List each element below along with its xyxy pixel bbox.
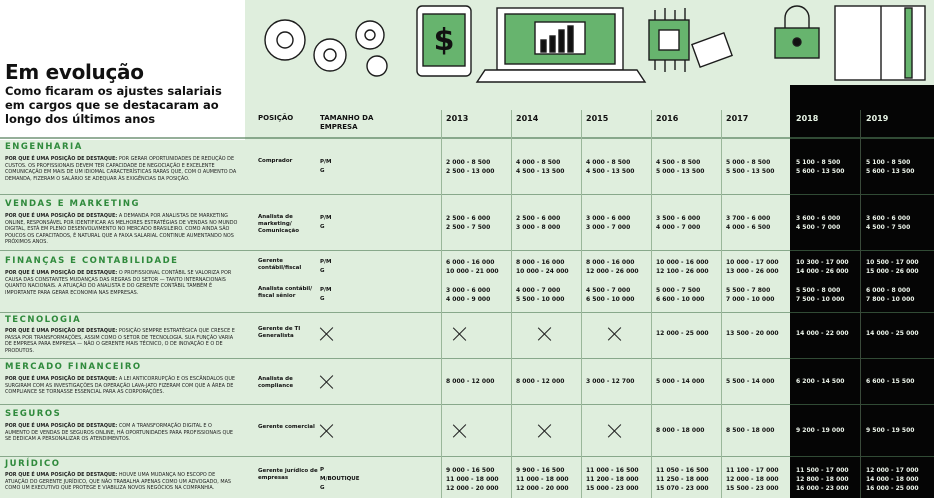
row-divider: [0, 250, 934, 251]
salary-cell: 12 000 - 25 000: [656, 330, 709, 337]
row-position: Gerente de TI Generalista: [258, 326, 301, 339]
row-position: Analista de compliance: [258, 376, 294, 389]
not-applicable-x-icon: [320, 375, 334, 389]
section-title-financas: FINANÇAS E CONTABILIDADE: [5, 256, 179, 266]
header-year-2019: 2019: [866, 114, 889, 123]
not-applicable-x-icon: [453, 424, 467, 438]
header-year-2016: 2016: [656, 114, 679, 123]
salary-cell: 8 000 - 12 000: [446, 378, 495, 385]
salary-cell: 11 050 - 16 500 11 250 - 18 000 15 070 - 23 000: [656, 467, 709, 492]
salary-cell: 5 100 - 8 500 5 600 - 13 500: [866, 159, 915, 175]
page-title: Em evolução: [5, 60, 144, 84]
not-applicable-x-icon: [538, 327, 552, 341]
section-desc-vendas: POR QUE É UMA POSIÇÃO DE DESTAQUE: A DEMANDA POR ANALISTAS DE MARKETING ONLINE, RESPONSÁVEL POR IDENTIFICAR AS MELHORES ESTRATÉGIAS DE VENDAS NO MUNDO DIGITAL, ESTÁ EM PLENO DESENVOLVIMENTO NO MERCADO BRASILEIRO. COMO AINDA SÃO POUCOS OS CAPACITADOS, É NATURAL QUE A FAIXA SALARIAL CONTINUE AUMENTANDO NOS PRÓXIMOS ANOS.: [5, 213, 238, 245]
salary-cell: 10 000 - 16 000 12 100 - 26 000: [656, 259, 709, 275]
salary-cell: 2 500 - 6 000 2 500 - 7 500: [446, 215, 491, 231]
salary-cell: 6 000 - 8 000 7 800 - 10 000: [866, 287, 915, 303]
salary-cell: 5 000 - 14 000: [656, 378, 705, 385]
section-title-mercado: MERCADO FINANCEIRO: [5, 362, 142, 372]
salary-cell: 8 000 - 18 000: [656, 427, 705, 434]
column-divider: [581, 110, 582, 498]
salary-cell: 6 000 - 16 000 10 000 - 21 000: [446, 259, 499, 275]
row-divider: [0, 404, 934, 405]
section-title-tecnologia: TECNOLOGIA: [5, 315, 82, 325]
salary-cell: 8 000 - 16 000 12 000 - 26 000: [586, 259, 639, 275]
section-desc-seguros: POR QUE É UMA POSIÇÃO DE DESTAQUE: COM A TRANSFORMAÇÃO DIGITAL E O AUMENTO DE VENDAS DE SEGUROS ONLINE, HÁ OPORTUNIDADES PARA PROFISSIONAIS QUE SE DEDICAM A PERSONALIZAR OS ATENDIMENTOS.: [5, 423, 234, 442]
laptop-chart-icon: [477, 8, 645, 82]
row-divider: [0, 312, 934, 313]
header-year-2013: 2013: [446, 114, 469, 123]
salary-cell: 6 200 - 14 500: [796, 378, 845, 385]
salary-cell: 14 000 - 25 000: [866, 330, 919, 337]
section-desc-engenharia: POR QUE É UMA POSIÇÃO DE DESTAQUE: POR GERAR OPORTUNIDADES DE REDUÇÃO DE CUSTOS. OS PROFISSIONAIS DEVEM TER CAPACIDADE DE NEGOCIAÇÃO E EXCELENTE COMUNICAÇÃO EM MAIS DE UM IDIOMAL CARACTERÍSTICAS RARAS QUE, COM O AUMENTO DA DEMANDA, FIZERAM O SALÁRIO SE ADEQUAR ÀS EXIGÊNCIAS DA POSIÇÃO.: [5, 156, 237, 182]
row-position: Gerente jurídico de empresas: [258, 468, 318, 481]
phone-dollar-icon: [417, 6, 471, 76]
row-position: Gerente comercial: [258, 424, 315, 430]
row-company-size: P M/BOUTIQUE G: [320, 467, 360, 491]
salary-cell: 9 500 - 19 500: [866, 427, 915, 434]
salary-cell: 11 100 - 17 000 12 000 - 18 000 15 500 - 23 000: [726, 467, 779, 492]
not-applicable-x-icon: [320, 327, 334, 341]
salary-cell: 9 000 - 16 500 11 000 - 18 000 12 000 - 20 000: [446, 467, 499, 492]
page-subtitle: Como ficaram os ajustes salariais em cargos que se destacaram ao longo dos últimos anos: [5, 84, 222, 126]
section-title-seguros: SEGUROS: [5, 409, 62, 419]
column-divider: [651, 110, 652, 498]
section-title-vendas: VENDAS E MARKETING: [5, 199, 141, 209]
tech-illustration-banner: [245, 0, 934, 85]
notebook-pen-icon: [835, 6, 925, 80]
row-divider: [0, 358, 934, 359]
salary-cell: 10 000 - 17 000 13 000 - 26 000: [726, 259, 779, 275]
header-company-size: TAMANHO DA EMPRESA: [320, 114, 374, 131]
section-desc-juridico: POR QUE É UMA POSIÇÃO DE DESTAQUE: HOUVE UMA MUDANÇA NO ESCOPO DE ATUAÇÃO DO GERENTE JURÍDICO, QUE NÃO TRABALHA APENAS COMO UM ADVOGADO, MAS COMO UM EXECUTIVO QUE PROTEGE E VIABILIZA NOVOS NEGÓCIOS NA COMPANHIA.: [5, 472, 232, 491]
salary-cell: 3 000 - 6 000 3 000 - 7 000: [586, 215, 631, 231]
not-applicable-x-icon: [608, 424, 622, 438]
header-year-2018: 2018: [796, 114, 819, 123]
salary-cell: 6 600 - 15 500: [866, 378, 915, 385]
salary-cell: 3 700 - 6 000 4 000 - 6 500: [726, 215, 771, 231]
salary-cell: 13 500 - 20 000: [726, 330, 779, 337]
salary-cell: 10 500 - 17 000 15 000 - 26 000: [866, 259, 919, 275]
row-company-size: P/M G: [320, 287, 332, 302]
row-company-size: P/M G: [320, 159, 332, 174]
salary-cell: 5 500 - 8 000 7 500 - 10 000: [796, 287, 845, 303]
salary-cell: 5 500 - 14 000: [726, 378, 775, 385]
row-divider: [0, 456, 934, 457]
salary-cell: 5 500 - 7 800 7 000 - 10 000: [726, 287, 775, 303]
salary-cell: 2 500 - 6 000 3 000 - 8 000: [516, 215, 561, 231]
salary-cell: 4 500 - 7 000 6 500 - 10 000: [586, 287, 635, 303]
salary-cell: 11 000 - 16 500 11 200 - 18 000 15 000 - 23 000: [586, 467, 639, 492]
salary-cell: 12 000 - 17 000 14 000 - 18 000 16 000 - 25 000: [866, 467, 919, 492]
column-divider: [721, 110, 722, 498]
salary-cell: 11 500 - 17 000 12 800 - 18 000 16 000 - 23 000: [796, 467, 849, 492]
salary-cell: 5 000 - 8 500 5 500 - 13 500: [726, 159, 775, 175]
salary-cell: 3 600 - 6 000 4 500 - 7 500: [866, 215, 911, 231]
row-position: Analista contábil/ fiscal sênior: [258, 286, 313, 299]
salary-cell: 3 000 - 6 000 4 000 - 9 000: [446, 287, 491, 303]
header-year-2017: 2017: [726, 114, 749, 123]
salary-cell: 9 900 - 16 500 11 000 - 18 000 12 000 - 20 000: [516, 467, 569, 492]
salary-cell: 8 000 - 12 000: [516, 378, 565, 385]
salary-cell: 3 600 - 6 000 4 500 - 7 000: [796, 215, 841, 231]
salary-cell: 2 000 - 8 500 2 500 - 13 000: [446, 159, 495, 175]
header-position: POSIÇÃO: [258, 114, 294, 122]
salary-cell: 4 000 - 7 000 5 500 - 10 000: [516, 287, 565, 303]
row-company-size: P/M G: [320, 259, 332, 274]
section-desc-mercado: POR QUE É UMA POSIÇÃO DE DESTAQUE: A LEI ANTICORRUPÇÃO E OS ESCÂNDALOS QUE SURGIRAM COM AS INVESTIGAÇÕES DA OPERAÇÃO LAVA-JATO FIZERAM COM QUE A ÁREA DE COMPLIANCE SE TORNASSE ESSENCIAL PARA AS CORPORAÇÕES.: [5, 376, 236, 395]
section-title-engenharia: ENGENHARIA: [5, 142, 83, 152]
column-divider: [511, 110, 512, 498]
salary-cell: 14 000 - 22 000: [796, 330, 849, 337]
section-desc-tecnologia: POR QUE É UMA POSIÇÃO DE DESTAQUE: POSIÇÃO SEMPRE ESTRATÉGICA QUE CRESCE E PASSA POR TRANSFORMAÇÕES, ASSIM COMO O SETOR DE TECNOLOGIA. SUA FUNÇÃO VARIA DE EMPRESA PARA EMPRESA — NÃO O GERENTE MAIS TÉCNICO, O DE INOVAÇÃO E O DE PRODUTOS.: [5, 328, 235, 354]
salary-cell: 8 000 - 16 000 10 000 - 24 000: [516, 259, 569, 275]
not-applicable-x-icon: [453, 327, 467, 341]
salary-cell: 9 200 - 19 000: [796, 427, 845, 434]
row-position: Comprador: [258, 158, 293, 164]
salary-cell: 4 000 - 8 500 4 500 - 13 500: [586, 159, 635, 175]
salary-cell: 4 500 - 8 500 5 000 - 13 500: [656, 159, 705, 175]
not-applicable-x-icon: [320, 424, 334, 438]
salary-cell: 5 100 - 8 500 5 600 - 13 500: [796, 159, 845, 175]
header-divider: [0, 137, 934, 139]
row-company-size: P/M G: [320, 215, 332, 230]
salary-cell: 10 300 - 17 000 14 000 - 26 000: [796, 259, 849, 275]
salary-cell: 5 000 - 7 500 6 600 - 10 000: [656, 287, 705, 303]
section-desc-financas: POR QUE É UMA POSIÇÃO DE DESTAQUE: O PROFISSIONAL CONTÁBIL SE VALORIZA POR CAUSA DAS CONSTANTES MUDANÇAS DAS REGRAS DO SETOR — TANTO INTERNACIONAIS QUANTO NACIONAIS. A ATUAÇÃO DO ANALISTA E DO GERENTE CONTÁBIL TAMBÉM É IMPORTANTE PARA GERAR ECONOMIA NAS EMPRESAS.: [5, 270, 232, 296]
salary-cell: 8 500 - 18 000: [726, 427, 775, 434]
svg-text:$: $: [433, 23, 455, 58]
header-year-2015: 2015: [586, 114, 609, 123]
not-applicable-x-icon: [538, 424, 552, 438]
header-year-2014: 2014: [516, 114, 539, 123]
not-applicable-x-icon: [608, 327, 622, 341]
salary-cell: 3 500 - 6 000 4 000 - 7 000: [656, 215, 701, 231]
column-divider: [441, 110, 442, 498]
salary-cell: 4 000 - 8 500 4 500 - 13 500: [516, 159, 565, 175]
salary-cell: 3 000 - 12 700: [586, 378, 635, 385]
row-position: Gerente contábil/fiscal: [258, 258, 302, 271]
section-title-juridico: JURÍDICO: [5, 459, 61, 469]
row-divider: [0, 194, 934, 195]
row-position: Analista de marketing/ Comunicação: [258, 214, 299, 234]
column-divider: [860, 110, 861, 498]
